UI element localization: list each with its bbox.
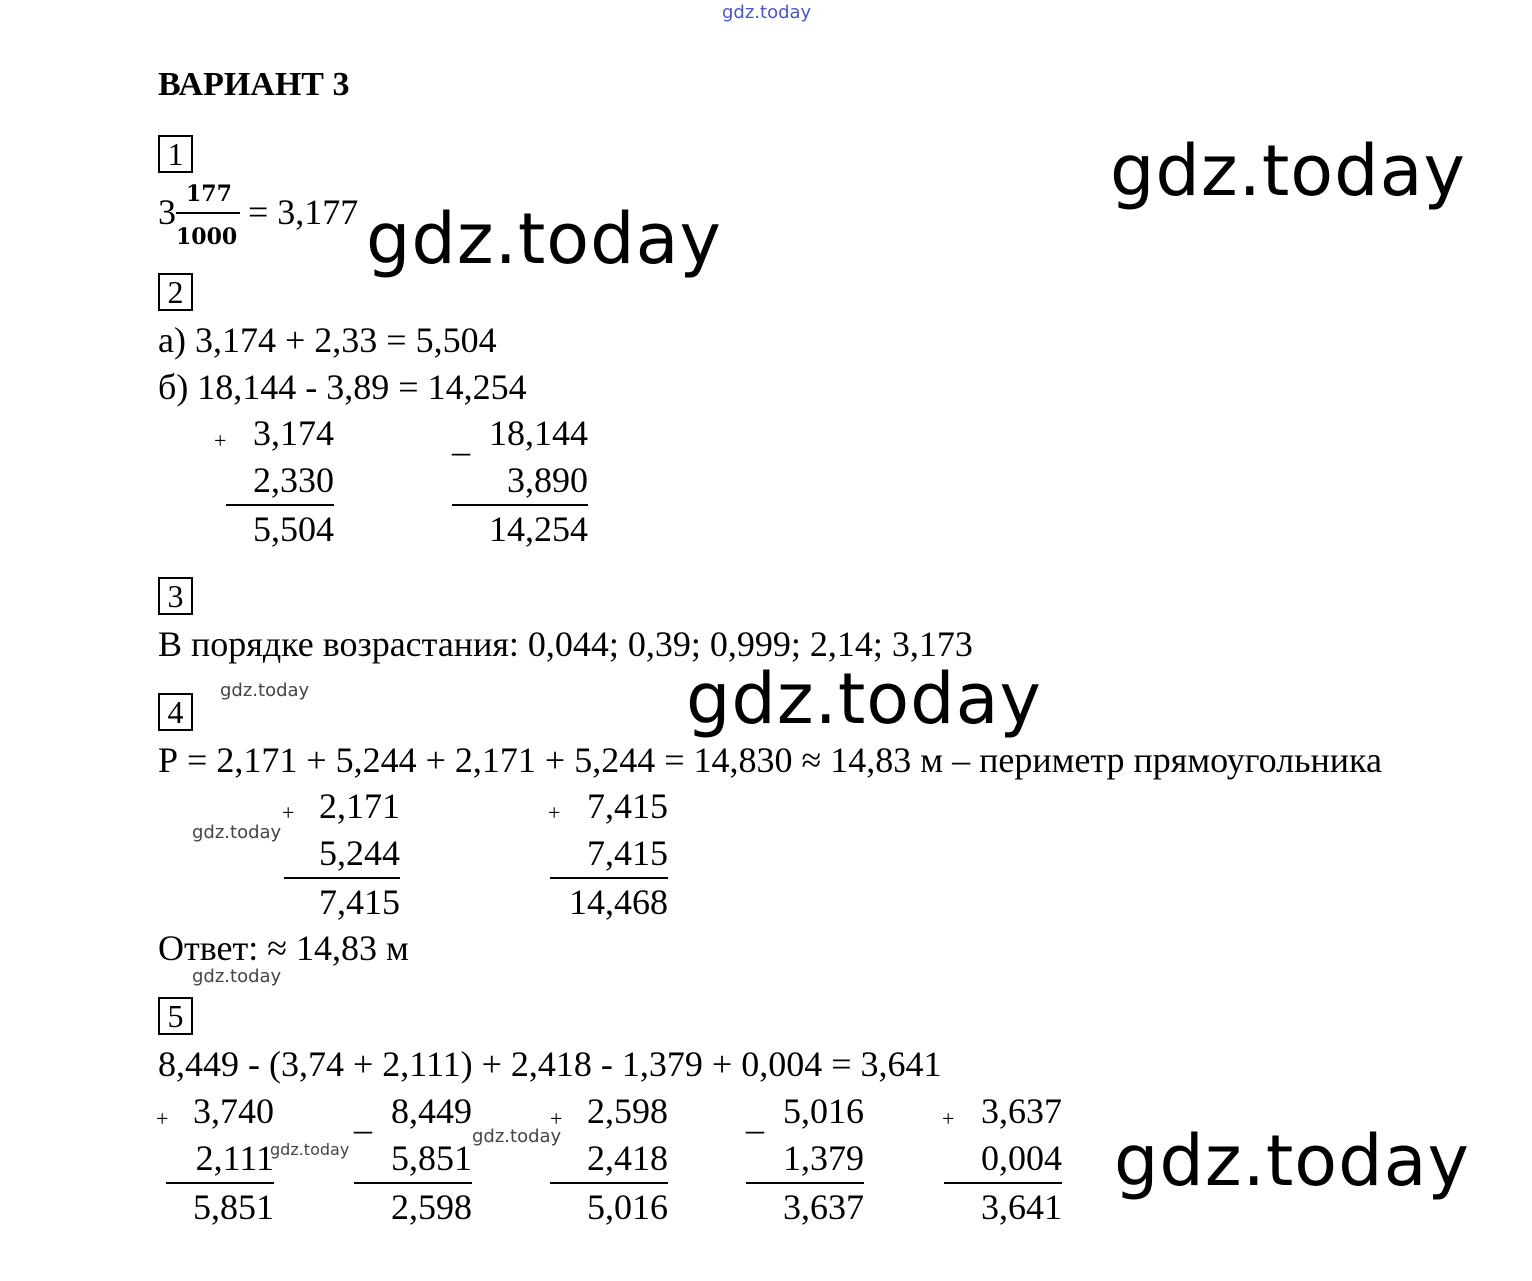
watermark-small: gdz.today <box>270 1140 350 1159</box>
plus-sign: + <box>156 1106 169 1131</box>
task3-line: В порядке возрастания: 0,044; 0,39; 0,999; 2,14; 3,173 <box>158 624 973 664</box>
column-mid: 3,890 <box>452 457 588 506</box>
column-subtraction <box>746 1088 864 1231</box>
watermark-small: gdz.today <box>192 966 282 987</box>
watermark-small: gdz.today <box>220 680 310 701</box>
column-result: 3,641 <box>981 1187 1062 1227</box>
column-addition <box>166 1088 274 1231</box>
column-result: 5,851 <box>193 1187 274 1227</box>
column-top: 3,740 <box>193 1091 274 1131</box>
fraction-numerator: 177 <box>186 181 232 207</box>
column-addition <box>550 1088 668 1231</box>
column-result: 7,415 <box>319 882 400 922</box>
column-top: 8,449 <box>391 1091 472 1131</box>
plus-sign: + <box>548 800 561 825</box>
fraction-equals: = 3,177 <box>248 192 359 232</box>
plus-sign: + <box>214 428 227 453</box>
watermark-top: gdz.today <box>722 2 812 23</box>
column-mid: 2,418 <box>550 1135 668 1184</box>
watermark-large: gdz.today <box>366 198 722 280</box>
column-top: 3,174 <box>253 413 334 453</box>
plus-sign: + <box>282 800 295 825</box>
column-mid: 0,004 <box>944 1135 1062 1184</box>
column-mid: 2,330 <box>226 457 334 506</box>
column-mid: 7,415 <box>550 830 668 879</box>
column-result: 14,468 <box>569 882 668 922</box>
plus-sign: + <box>550 1106 563 1131</box>
task2-line-a: а) 3,174 + 2,33 = 5,504 <box>158 320 497 360</box>
task-number-2: 2 <box>158 273 193 311</box>
column-addition <box>284 783 400 926</box>
fraction-bar <box>176 212 240 214</box>
watermark-large: gdz.today <box>1114 1120 1470 1202</box>
column-result: 14,254 <box>489 509 588 549</box>
watermark-large: gdz.today <box>1110 130 1466 212</box>
column-result: 2,598 <box>391 1187 472 1227</box>
minus-sign: _ <box>746 1097 764 1137</box>
column-addition <box>226 410 334 553</box>
column-top: 2,598 <box>587 1091 668 1131</box>
watermark-small: gdz.today <box>192 822 282 843</box>
task4-line: Р = 2,171 + 5,244 + 2,171 + 5,244 = 14,830 ≈ 14,83 м – периметр прямоугольника <box>158 740 1382 780</box>
task-number-3: 3 <box>158 577 193 615</box>
page-title: ВАРИАНТ 3 <box>158 66 350 103</box>
fraction-denominator: 1000 <box>176 224 238 250</box>
column-mid: 5,244 <box>284 830 400 879</box>
column-top: 7,415 <box>587 786 668 826</box>
fraction-whole: 3 <box>158 192 176 232</box>
column-subtraction <box>354 1088 472 1231</box>
column-top: 18,144 <box>489 413 588 453</box>
minus-sign: _ <box>354 1097 372 1137</box>
task5-line: 8,449 - (3,74 + 2,111) + 2,418 - 1,379 + 0,004 = 3,641 <box>158 1044 942 1084</box>
column-mid: 5,851 <box>354 1135 472 1184</box>
plus-sign: + <box>942 1106 955 1131</box>
column-mid: 2,111 <box>166 1135 274 1184</box>
column-subtraction <box>452 410 588 553</box>
column-addition <box>944 1088 1062 1231</box>
column-top: 2,171 <box>319 786 400 826</box>
watermark-small: gdz.today <box>472 1126 562 1147</box>
column-top: 3,637 <box>981 1091 1062 1131</box>
column-result: 3,637 <box>783 1187 864 1227</box>
column-mid: 1,379 <box>746 1135 864 1184</box>
task4-answer: Ответ: ≈ 14,83 м <box>158 928 409 968</box>
task-number-1: 1 <box>158 135 193 173</box>
task2-line-b: б) 18,144 - 3,89 = 14,254 <box>158 367 527 407</box>
column-result: 5,016 <box>587 1187 668 1227</box>
minus-sign: _ <box>452 419 470 459</box>
column-top: 5,016 <box>783 1091 864 1131</box>
task-number-4: 4 <box>158 693 193 731</box>
column-addition <box>550 783 668 926</box>
watermark-large: gdz.today <box>686 658 1042 740</box>
column-result: 5,504 <box>253 509 334 549</box>
task-number-5: 5 <box>158 997 193 1035</box>
